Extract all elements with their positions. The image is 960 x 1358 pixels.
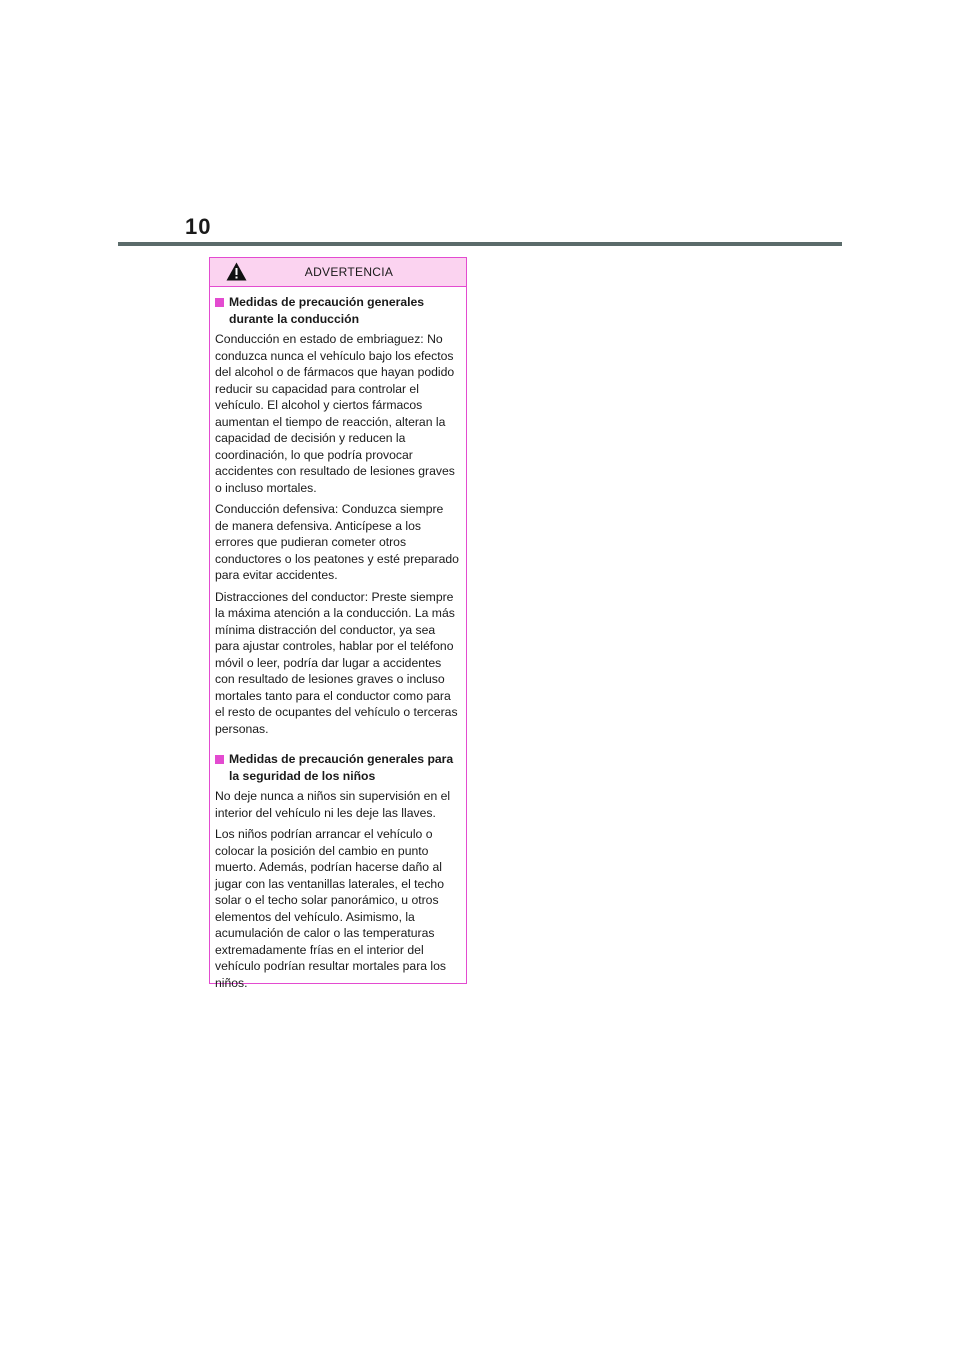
paragraph: No deje nunca a niños sin supervisión en el interior del vehículo ni les deje las llaves. [215, 789, 451, 820]
header-rule [118, 242, 842, 246]
warning-header [210, 258, 466, 287]
section-heading [215, 294, 460, 327]
paragraph: Los niños podrían arrancar el vehículo o colocar la posición del cambio en punto muerto. Además, podrían hacerse daño al jugar con las ventanillas laterales, el techo solar o el techo solar panorámico, u otros elementos del vehículo. Asimismo, la acumulación de calor o las temperaturas extremadamente frías en el interior del vehículo podrían resultar mortales para los niños. [215, 827, 447, 990]
page-number: 10 [185, 214, 212, 239]
section-heading-text: Medidas de precaución generales para la seguridad de los niños [229, 752, 454, 783]
paragraph: Distracciones del conductor: Preste siempre la máxima atención a la conducción. La más mínima distracción del conductor, ya sea para ajustar controles, hablar por el teléfono móvil o leer, podría dar lugar a accidentes con resultado de lesiones graves o incluso mortales tanto para el conductor como para el resto de ocupantes del vehículo o terceras personas. [215, 589, 458, 736]
paragraph: Conducción en estado de embriaguez: No conduzca nunca el vehículo bajo los efectos del alcohol o de fármacos que hayan podido reducir su capacidad para controlar el vehículo. El alcohol y ciertos fármacos aumentan el tiempo de reacción, alteran la capacidad de decisión y reducen la coordinación, lo que podría provocar accidentes con resultado de lesiones graves o incluso mortales. [215, 332, 455, 495]
square-bullet-icon [215, 298, 224, 307]
warning-box [209, 257, 467, 990]
section-heading [215, 751, 460, 784]
warning-section [215, 751, 460, 991]
square-bullet-icon [215, 755, 224, 764]
warning-section [215, 294, 460, 737]
section-heading-text: Medidas de precaución generales durante la conducción [229, 295, 425, 326]
paragraph: Conducción defensiva: Conduzca siempre de manera defensiva. Anticípese a los errores que pudieran cometer otros conductores o los peatones y esté preparado para evitar accidentes. [215, 502, 459, 582]
warning-body [210, 287, 466, 991]
warning-title: ADVERTENCIA [304, 265, 394, 279]
warning-triangle-icon [226, 262, 247, 281]
